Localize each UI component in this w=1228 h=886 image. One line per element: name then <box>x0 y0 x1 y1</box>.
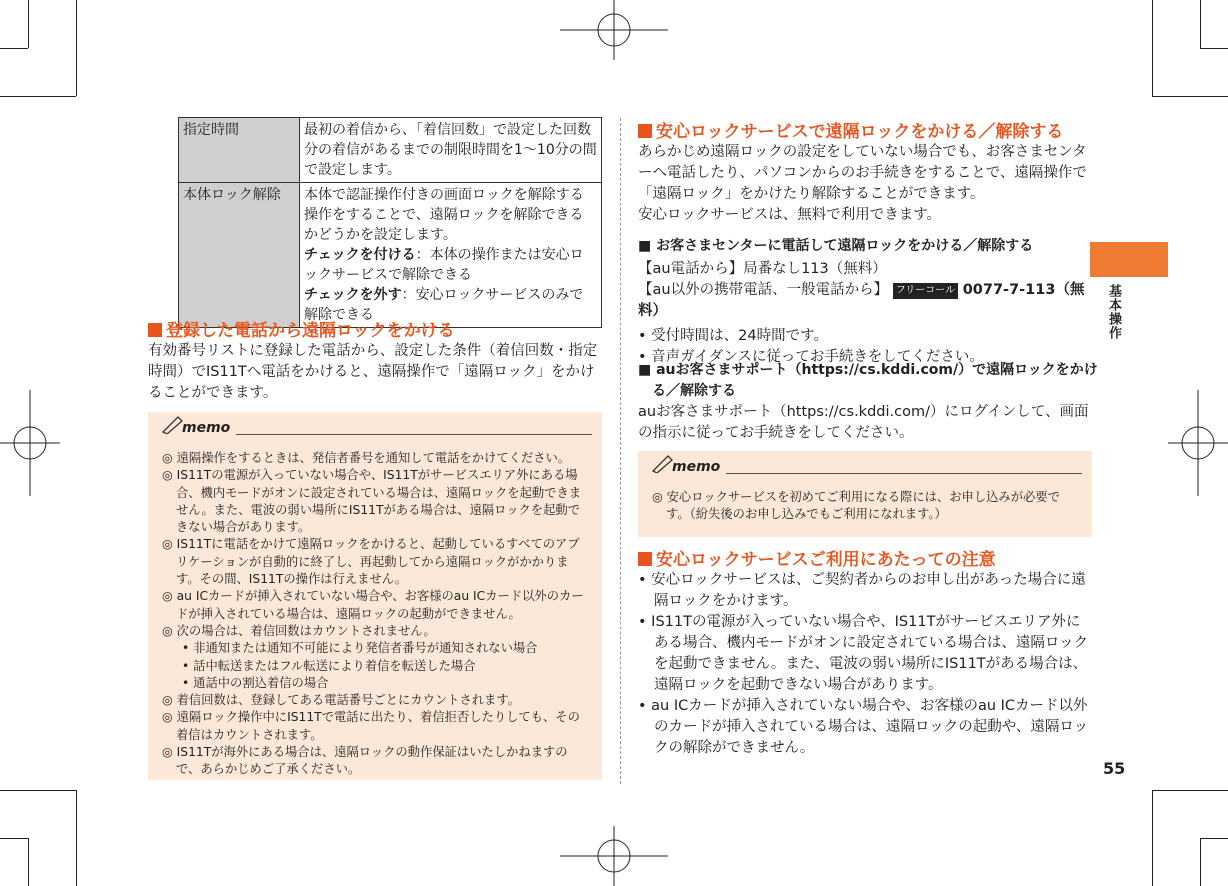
check-on-label: チェックを付ける <box>304 247 416 263</box>
memo-item: ◎ 着信回数は、登録してある電話番号ごとにカウントされます。 <box>162 693 520 708</box>
table-value <box>300 183 602 328</box>
table-row <box>179 183 602 328</box>
section-body: 有効番号リストに登録した電話から、設定した条件（着信回数・指定時間）でIS11Tへ電話をかけると、遠隔操作で「遠隔ロック」をかけることができます。 <box>148 343 598 401</box>
pencil-icon <box>650 453 674 473</box>
check-on-row <box>304 245 597 285</box>
table-value-text: 本体で認証操作付きの画面ロックを解除する操作をすることで、遠隔ロックを解除できるかどうかを設定します。 <box>304 187 584 243</box>
table-key: 指定時間 <box>179 118 300 183</box>
check-off-text: ：安心ロックサービスのみで解除できる <box>304 287 584 323</box>
column-divider <box>620 118 621 784</box>
spec-table <box>178 117 602 328</box>
chapter-tab <box>1090 242 1168 277</box>
square-icon <box>638 552 652 566</box>
bullet: • 音声ガイダンスに従ってお手続きをしてください。 <box>638 349 984 365</box>
memo-item: ◎ 遠隔ロック操作中にIS11Tで電話に出たり、着信拒否したりしても、その着信はカウントされます。 <box>162 710 580 742</box>
memo-rule <box>726 473 1082 474</box>
subheading: ■ お客さまセンターに電話して遠隔ロックをかける／解除する <box>638 238 1034 254</box>
section-heading: 安心ロックサービスで遠隔ロックをかける／解除する <box>638 117 1063 142</box>
memo-item: ◎ IS11Tに電話をかけて遠隔ロックをかけると、起動しているすべてのアプリケーションが自動的に終了し、再起動してから遠隔ロックがかかります。その間、IS11Tの操作は行えません。 <box>162 537 580 587</box>
memo-item: ◎ 遠隔操作をするときは、発信者番号を通知して電話をかけてください。 <box>162 451 571 465</box>
memo-box <box>148 412 602 780</box>
intro-text: あらかじめ遠隔ロックの設定をしていない場合でも、お客さまセンターへ電話したり、パソコンからのお手続きをすることで、遠隔操作で「遠隔ロック」をかけたり解除することができます。 <box>638 144 1087 202</box>
phone-au: 【au電話から】局番なし113（無料） <box>638 261 887 277</box>
table-value: 最初の着信から、「着信回数」で設定した回数分の着信があるまでの制限時間を1〜10分の間で設定します。 <box>300 118 602 183</box>
memo-item: ◎ 次の場合は、着信回数はカウントされません。 <box>162 623 436 638</box>
subheading: ■ auお客さまサポート（https://cs.kddi.com/）で遠隔ロックをかける／解除する <box>638 362 1098 399</box>
section-body <box>638 142 1092 226</box>
section-heading: 安心ロックサービスご利用にあたっての注意 <box>638 545 996 570</box>
section-heading: 登録した電話から遠隔ロックをかける <box>148 316 455 341</box>
square-icon <box>638 124 652 138</box>
memo-item: ◎ IS11Tが海外にある場合は、遠隔ロックの動作保証はいたしかねますので、あらかじめご了承ください。 <box>162 745 568 777</box>
memo-list <box>162 450 590 779</box>
memo-box <box>638 451 1092 537</box>
caution-list <box>638 570 1092 759</box>
bullet: • au ICカードが挿入されていない場合や、お客様のau ICカード以外のカードが挿入されている場合は、遠隔ロックの起動や、遠隔ロックの解除ができません。 <box>638 698 1089 756</box>
bullet: • 受付時間は、24時間です。 <box>638 328 828 344</box>
memo-item: ◎ 安心ロックサービスを初めてご利用になる際には、お申し込みが必要です。（紛失後のお申し込みでもご利用になれます。） <box>652 490 1060 522</box>
memo-subitem: • 話中転送またはフル転送により着信を転送した場合 <box>182 658 476 673</box>
phone-info <box>638 259 1092 368</box>
memo-subitem: • 非通知または通知不可能により発信者番号が通知されない場合 <box>182 641 538 656</box>
square-icon <box>148 323 162 337</box>
memo-title: memo <box>672 459 721 475</box>
table-key: 本体ロック解除 <box>179 183 300 328</box>
memo-item: ◎ IS11Tの電源が入っていない場合や、IS11Tがサービスエリア外にある場合、機内モードがオンに設定されている場合は、遠隔ロックを起動できません。また、電波の弱い場所にIS11Tがある場合は、遠隔ロックを起動できない場合があります。 <box>162 468 582 535</box>
intro-text-2: 安心ロックサービスは、無料で利用できます。 <box>638 207 942 223</box>
memo-title: memo <box>182 420 231 436</box>
table-row <box>179 118 602 183</box>
bullet: • 安心ロックサービスは、ご契約者からのお申し出があった場合に遠隔ロックをかけます。 <box>638 572 1086 609</box>
pencil-icon <box>160 414 184 434</box>
chapter-tab-label: 基本操作 <box>1106 284 1121 340</box>
memo-item: ◎ au ICカードが挿入されていない場合や、お客様のau ICカード以外のカードが挿入されている場合は、遠隔ロックの起動ができません。 <box>162 589 584 621</box>
check-off-label: チェックを外す <box>304 287 402 303</box>
page-number: 55 <box>1103 759 1126 778</box>
memo-rule <box>236 434 592 435</box>
freecall-icon: フリーコール <box>893 283 958 299</box>
phone-other: 【au以外の携帯電話、一般電話から】 フリーコール 0077-7-113（無料） <box>638 282 1085 319</box>
memo-subitem: • 通話中の割込着信の場合 <box>182 675 329 690</box>
bullet: • IS11Tの電源が入っていない場合や、IS11Tがサービスエリア外にある場合、機内モードがオンに設定されている場合は、遠隔ロックを起動できません。また、電波の弱い場所にIS11Tがある場合は、遠隔ロックを起動できない場合があります。 <box>638 614 1089 693</box>
memo-list <box>652 489 1080 524</box>
check-on-text: ：本体の操作または安心ロックサービスで解除できる <box>304 247 584 283</box>
section-body: auお客さまサポート（https://cs.kddi.com/）にログインして、画面の指示に従ってお手続きをしてください。 <box>638 404 1089 441</box>
